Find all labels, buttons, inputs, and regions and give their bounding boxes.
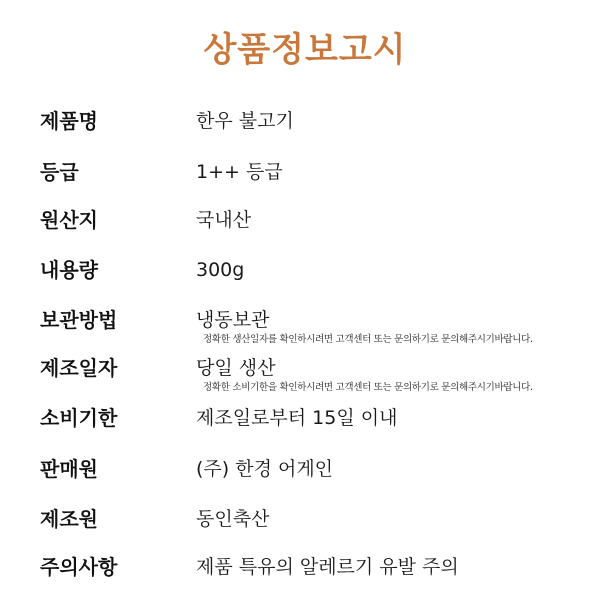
info-row-content-amount [0, 256, 610, 296]
row-note: 정확한 생산일자를 확인하시려면 고객센터 또는 문의하기로 문의해주시기바랍니다. [203, 334, 533, 345]
row-note: 정확한 소비기한을 확인하시려면 고객센터 또는 문의하기로 문의해주시기바랍니다. [203, 382, 533, 393]
row-label: 내용량 [40, 258, 98, 282]
row-label: 제조일자 [40, 356, 118, 380]
row-label: 제품명 [40, 109, 98, 133]
info-row-grade [0, 158, 610, 198]
row-value: 동인축산 [196, 508, 270, 530]
info-row-caution [0, 553, 610, 593]
row-label: 판매원 [40, 457, 98, 481]
info-row-storage [0, 306, 610, 346]
info-row-manufacturer [0, 505, 610, 545]
row-label: 제조원 [40, 507, 98, 531]
page-title: 상품정보고시 [203, 30, 407, 70]
info-row-manufacture-date [0, 354, 610, 394]
row-value: 300g [196, 259, 245, 281]
row-value: (주) 한경 어게인 [196, 458, 334, 480]
row-value: 제품 특유의 알레르기 유발 주의 [196, 556, 459, 578]
info-row-seller [0, 455, 610, 495]
info-row-expiry [0, 404, 610, 444]
row-value: 제조일로부터 15일 이내 [196, 407, 398, 429]
row-value: 1++ 등급 [196, 161, 283, 183]
row-label: 소비기한 [40, 406, 118, 430]
row-value: 냉동보관 [196, 309, 270, 331]
row-value: 당일 생산 [196, 357, 276, 379]
row-label: 원산지 [40, 208, 98, 232]
row-label: 등급 [40, 160, 79, 184]
row-value: 한우 불고기 [196, 110, 294, 132]
row-label: 주의사항 [40, 555, 118, 579]
info-row-product-name [0, 107, 610, 147]
row-label: 보관방법 [40, 308, 118, 332]
info-row-origin [0, 206, 610, 246]
row-value: 국내산 [196, 209, 252, 231]
